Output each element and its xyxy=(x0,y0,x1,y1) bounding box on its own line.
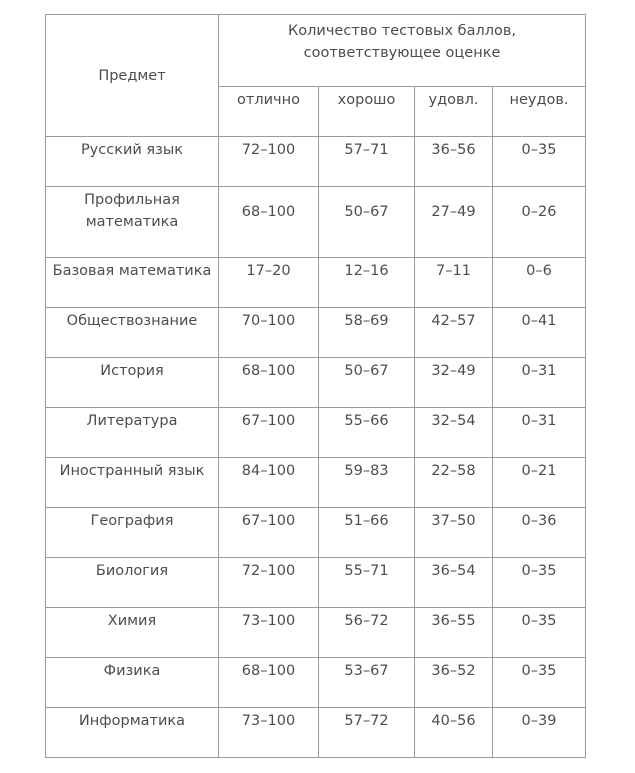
score-cell: 36–55 xyxy=(415,608,493,658)
scores-header xyxy=(219,15,586,87)
subject-cell: Физика xyxy=(46,658,219,708)
score-cell: 73–100 xyxy=(219,708,319,758)
score-cell: 0–39 xyxy=(493,708,586,758)
score-cell: 68–100 xyxy=(219,358,319,408)
score-cell: 56–72 xyxy=(319,608,415,658)
score-cell: 0–21 xyxy=(493,458,586,508)
score-cell: 0–31 xyxy=(493,408,586,458)
grade-header-excellent: отлично xyxy=(219,87,319,137)
subject-header: Предмет xyxy=(46,15,219,137)
score-cell: 50–67 xyxy=(319,358,415,408)
score-cell: 37–50 xyxy=(415,508,493,558)
score-cell: 27–49 xyxy=(415,187,493,258)
score-cell: 57–71 xyxy=(319,137,415,187)
score-cell: 0–31 xyxy=(493,358,586,408)
subject-cell: Русский язык xyxy=(46,137,219,187)
table-row xyxy=(46,658,586,708)
score-cell: 36–54 xyxy=(415,558,493,608)
table-row xyxy=(46,258,586,308)
score-cell: 67–100 xyxy=(219,508,319,558)
subject-cell: Литература xyxy=(46,408,219,458)
score-cell: 0–41 xyxy=(493,308,586,358)
score-cell: 36–56 xyxy=(415,137,493,187)
subject-cell: Информатика xyxy=(46,708,219,758)
subject-line2: математика xyxy=(85,214,179,230)
score-cell: 0–35 xyxy=(493,658,586,708)
score-cell: 59–83 xyxy=(319,458,415,508)
score-cell: 68–100 xyxy=(219,187,319,258)
score-cell: 70–100 xyxy=(219,308,319,358)
score-cell: 84–100 xyxy=(219,458,319,508)
score-cell: 67–100 xyxy=(219,408,319,458)
subject-cell: Биология xyxy=(46,558,219,608)
grade-scores-table xyxy=(45,14,586,758)
subject-cell: Иностранный язык xyxy=(46,458,219,508)
score-cell: 55–66 xyxy=(319,408,415,458)
score-cell: 12–16 xyxy=(319,258,415,308)
score-cell: 0–35 xyxy=(493,137,586,187)
score-cell: 32–54 xyxy=(415,408,493,458)
table-row xyxy=(46,458,586,508)
scores-header-line1: Количество тестовых баллов, xyxy=(288,23,517,39)
subject-line1: Профильная xyxy=(84,192,180,208)
score-cell: 51–66 xyxy=(319,508,415,558)
score-cell: 17–20 xyxy=(219,258,319,308)
score-cell: 40–56 xyxy=(415,708,493,758)
subject-cell: Обществознание xyxy=(46,308,219,358)
subject-cell: Базовая математика xyxy=(46,258,219,308)
score-cell: 50–67 xyxy=(319,187,415,258)
subject-cell: История xyxy=(46,358,219,408)
scores-header-line2: соответствующее оценке xyxy=(303,45,501,61)
table-row xyxy=(46,308,586,358)
grade-header-unsatisfactory: неудов. xyxy=(493,87,586,137)
score-cell: 0–26 xyxy=(493,187,586,258)
score-cell: 42–57 xyxy=(415,308,493,358)
score-cell: 22–58 xyxy=(415,458,493,508)
subject-cell: География xyxy=(46,508,219,558)
score-cell: 58–69 xyxy=(319,308,415,358)
table-row xyxy=(46,708,586,758)
table-row xyxy=(46,508,586,558)
table-row xyxy=(46,187,586,258)
score-cell: 57–72 xyxy=(319,708,415,758)
score-cell: 0–36 xyxy=(493,508,586,558)
grade-header-good: хорошо xyxy=(319,87,415,137)
table-row xyxy=(46,137,586,187)
score-cell: 72–100 xyxy=(219,137,319,187)
score-cell: 0–6 xyxy=(493,258,586,308)
score-cell: 0–35 xyxy=(493,608,586,658)
score-cell: 55–71 xyxy=(319,558,415,608)
grade-header-satisfactory: удовл. xyxy=(415,87,493,137)
score-cell: 53–67 xyxy=(319,658,415,708)
table-row xyxy=(46,558,586,608)
score-cell: 36–52 xyxy=(415,658,493,708)
score-cell: 7–11 xyxy=(415,258,493,308)
subject-cell: Химия xyxy=(46,608,219,658)
score-cell: 72–100 xyxy=(219,558,319,608)
score-cell: 73–100 xyxy=(219,608,319,658)
subject-cell xyxy=(46,187,219,258)
table-row xyxy=(46,608,586,658)
score-cell: 68–100 xyxy=(219,658,319,708)
table-row xyxy=(46,408,586,458)
score-cell: 0–35 xyxy=(493,558,586,608)
score-cell: 32–49 xyxy=(415,358,493,408)
table-row xyxy=(46,358,586,408)
